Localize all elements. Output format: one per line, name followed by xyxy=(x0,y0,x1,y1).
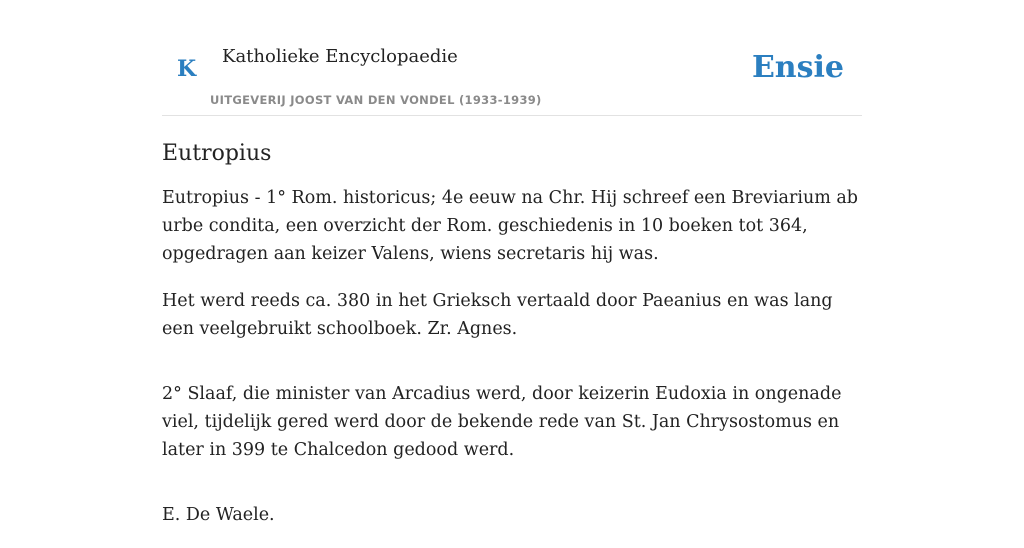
site-header xyxy=(162,40,862,116)
ensie-brand-logo[interactable]: Ensie xyxy=(751,50,844,85)
entry-paragraph: Het werd reeds ca. 380 in het Grieksch vertaald door Paeanius en was lang een veelgebruikt schoolboek. Zr. Agnes. xyxy=(162,291,833,339)
encyclopedia-logo-icon[interactable]: K xyxy=(177,56,197,82)
encyclopedia-title-link[interactable]: Katholieke Encyclopaedie xyxy=(222,46,458,67)
entry-author: E. De Waele. xyxy=(162,505,275,525)
entry-content xyxy=(162,138,862,548)
publisher-subtitle: UITGEVERIJ JOOST VAN DEN VONDEL (1933-1939) xyxy=(210,93,542,107)
entry-paragraph: Eutropius - 1° Rom. historicus; 4e eeuw na Chr. Hij schreef een Breviarium ab urbe condita, een overzicht der Rom. geschiedenis in 10 boeken tot 364, opgedragen aan keizer Valens, wiens secretaris hij was. xyxy=(162,188,859,264)
entry-title: Eutropius xyxy=(162,141,272,166)
entry-paragraph: 2° Slaaf, die minister van Arcadius werd, door keizerin Eudoxia in ongenade viel, tijdelijk gered werd door de bekende rede van St. Jan Chrysostomus en later in 399 te Chalcedon gedood werd. xyxy=(162,384,842,460)
